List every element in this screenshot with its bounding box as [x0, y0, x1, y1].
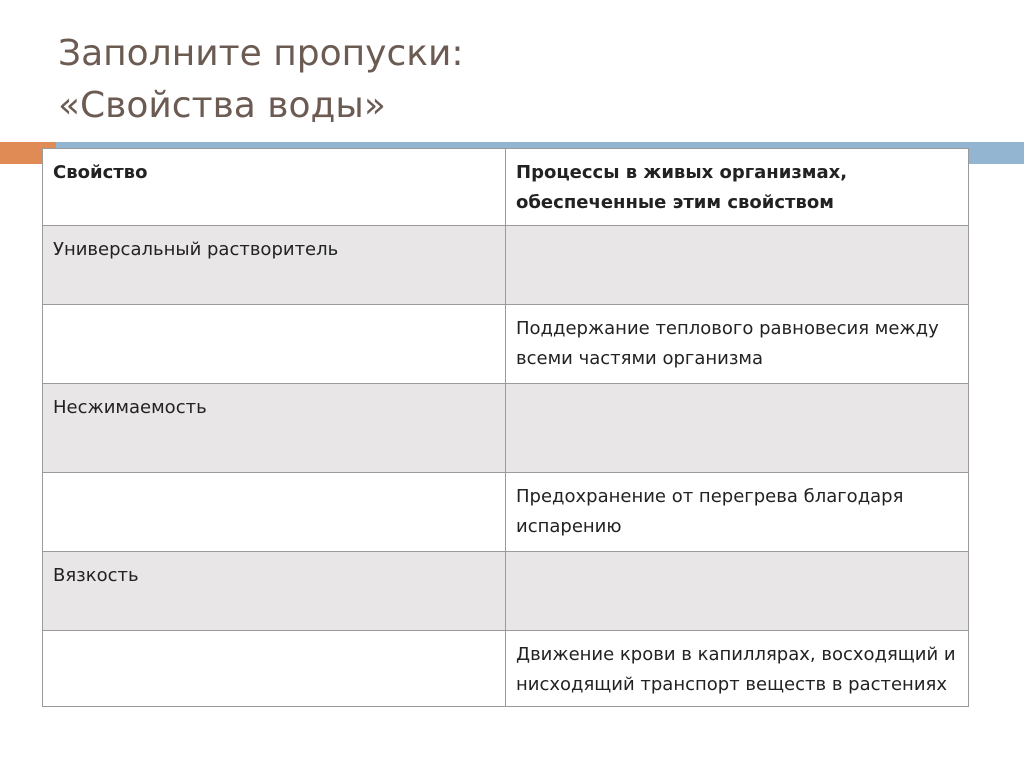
property-cell: Вязкость — [43, 552, 506, 631]
property-cell: Универсальный растворитель — [43, 226, 506, 305]
property-cell: Несжимаемость — [43, 384, 506, 473]
process-cell: Движение крови в капиллярах, восходящий и нисходящий транспорт веществ в растениях — [506, 631, 969, 707]
slide-title-line-2: «Свойства воды» — [58, 85, 386, 126]
column-header-property: Свойство — [43, 149, 506, 226]
table-header-row — [43, 149, 969, 226]
properties-table — [42, 148, 969, 707]
property-cell — [43, 631, 506, 707]
process-cell: Поддержание теплового равновесия между всеми частями организма — [506, 305, 969, 384]
slide-title-line-1: Заполните пропуски: — [58, 33, 464, 74]
table-row — [43, 305, 969, 384]
column-header-processes: Процессы в живых организмах, обеспеченные этим свойством — [506, 149, 969, 226]
table-row — [43, 631, 969, 707]
table-row — [43, 473, 969, 552]
property-cell — [43, 473, 506, 552]
table-row — [43, 552, 969, 631]
slide-title — [58, 28, 464, 132]
process-cell — [506, 226, 969, 305]
process-cell: Предохранение от перегрева благодаря испарению — [506, 473, 969, 552]
process-cell — [506, 552, 969, 631]
table-row — [43, 384, 969, 473]
table-row — [43, 226, 969, 305]
property-cell — [43, 305, 506, 384]
process-cell — [506, 384, 969, 473]
